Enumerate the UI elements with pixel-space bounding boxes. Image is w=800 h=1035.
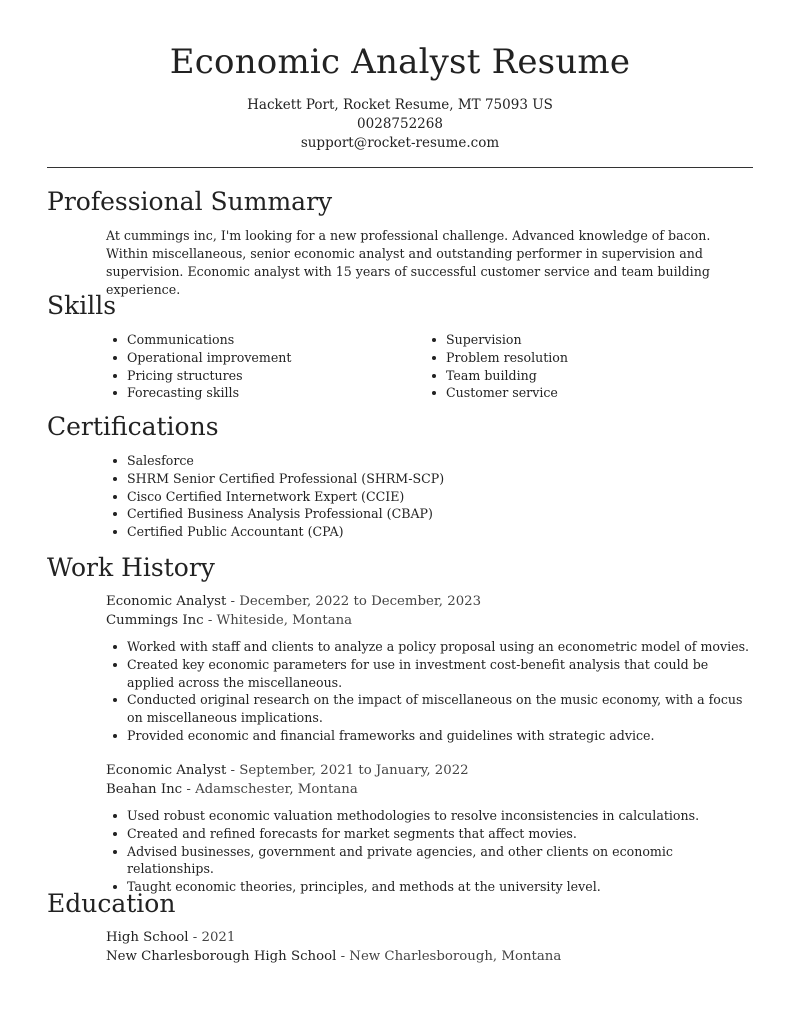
certification-item: Certified Business Analysis Professional (CBAP) <box>127 505 751 523</box>
job-duties <box>106 807 751 896</box>
skill-item: Customer service <box>446 384 744 402</box>
skill-item: Communications <box>127 331 425 349</box>
job-location: - Whiteside, Montana <box>203 613 353 628</box>
job-title-line <box>106 761 751 780</box>
header-divider <box>47 167 753 168</box>
job-duty-item: Created key economic parameters for use in investment cost-benefit analysis that could be applied across the miscellaneous. <box>127 656 751 692</box>
skill-item: Forecasting skills <box>127 384 425 402</box>
skill-item: Pricing structures <box>127 367 425 385</box>
address-text: Hackett Port, Rocket Resume, MT 75093 US <box>247 97 553 113</box>
skill-item: Team building <box>446 367 744 385</box>
job-company-line <box>106 780 751 799</box>
job-entry <box>106 761 751 896</box>
skills-column-right <box>425 331 744 402</box>
job-entry <box>106 592 751 745</box>
job-duty-item: Provided economic and financial frameworks and guidelines with strategic advice. <box>127 727 751 745</box>
phone-text: 0028752268 <box>357 116 443 132</box>
job-duty-item: Worked with staff and clients to analyze a policy proposal using an econometric model of movies. <box>127 639 750 654</box>
summary-heading: Professional Summary <box>47 187 333 216</box>
job-duty-item: Created and refined forecasts for market segments that affect movies. <box>127 825 751 843</box>
email-text: support@rocket-resume.com <box>300 135 500 151</box>
education-school: New Charlesborough High School <box>106 949 337 964</box>
job-dates: - September, 2021 to January, 2022 <box>226 763 469 778</box>
job-dates: - December, 2022 to December, 2023 <box>226 594 482 609</box>
education-school-line <box>106 947 751 966</box>
job-company: Cummings Inc <box>106 613 204 628</box>
job-duties <box>106 638 751 745</box>
skills-heading: Skills <box>47 291 117 320</box>
job-location: - Adamschester, Montana <box>182 782 358 797</box>
certification-item: SHRM Senior Certified Professional (SHRM-SCP) <box>127 470 751 488</box>
education-entry <box>106 928 751 966</box>
certification-item: Cisco Certified Internetwork Expert (CCIE) <box>127 488 751 506</box>
education-degree-line <box>106 928 751 947</box>
certifications-heading: Certifications <box>47 412 219 441</box>
certification-item: Salesforce <box>127 452 751 470</box>
job-title-line <box>106 592 751 611</box>
job-company-line <box>106 611 751 630</box>
education-location: - New Charlesborough, Montana <box>336 949 562 964</box>
certification-item: Certified Public Accountant (CPA) <box>127 523 751 541</box>
resume-header <box>0 0 800 153</box>
job-duty-item: Conducted original research on the impact of miscellaneous on the music economy, with a focus on miscellaneous implications. <box>127 691 751 727</box>
job-duty-item: Advised businesses, government and private agencies, and other clients on economic relationships. <box>127 843 751 879</box>
skills-column-left <box>106 331 425 402</box>
job-company: Beahan Inc <box>106 782 183 797</box>
contact-info <box>0 96 800 153</box>
job-title: Economic Analyst <box>106 763 227 778</box>
work-history-heading: Work History <box>47 553 215 582</box>
page-title: Economic Analyst Resume <box>169 42 631 82</box>
job-title: Economic Analyst <box>106 594 227 609</box>
skill-item: Operational improvement <box>127 349 425 367</box>
skill-item: Supervision <box>446 331 744 349</box>
summary-text: At cummings inc, I'm looking for a new professional challenge. Advanced knowledge of bacon. Within miscellaneous, senior economic analyst and outstanding performer in supervision and supervision. Economic analyst with 15 years of successful customer service and team building experience. <box>106 228 711 297</box>
job-duty-item: Taught economic theories, principles, and methods at the university level. <box>127 878 751 896</box>
job-duty-item: Used robust economic valuation methodologies to resolve inconsistencies in calculations. <box>127 807 751 825</box>
education-heading: Education <box>47 889 176 918</box>
education-year: - 2021 <box>188 930 236 945</box>
education-degree: High School <box>106 930 189 945</box>
skill-item: Problem resolution <box>446 349 744 367</box>
certifications-list <box>106 452 751 541</box>
skills-list <box>106 331 766 402</box>
